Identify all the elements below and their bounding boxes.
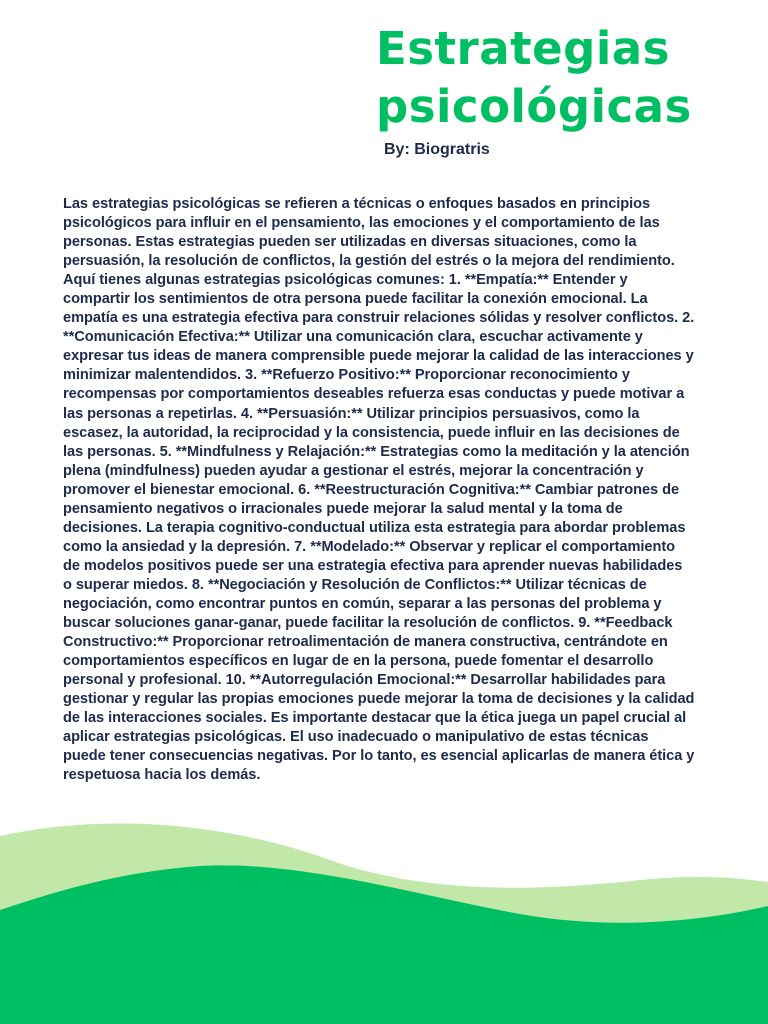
- body-paragraph: Las estrategias psicológicas se refieren a técnicas o enfoques basados en principios psicológicos para influir en el pensamiento, las emociones y el comportamiento de las personas. Estas estrategias pueden ser utilizadas en diversas situaciones, como la persuasión, la resolución de conflictos, la gestión del estrés o la mejora del rendimiento. Aquí tienes algunas estrategias psicológicas comunes: 1. **Empatía:** Entender y compartir los sentimientos de otra persona puede facilitar la conexión emocional. La empatía es una estrategia efectiva para construir relaciones sólidas y resolver conflictos. 2. **Comunicación Efectiva:** Utilizar una comunicación clara, escuchar activamente y expresar tus ideas de manera comprensible puede mejorar la calidad de las interacciones y minimizar malentendidos. 3. **Refuerzo Positivo:** Proporcionar reconocimiento y recompensas por comportamientos deseables refuerza esas conductas y puede motivar a las personas a repetirlas. 4. **Persuasión:** Utilizar principios persuasivos, como la escasez, la autoridad, la reciprocidad y la consistencia, puede influir en las decisiones de las personas. 5. **Mindfulness y Relajación:** Estrategias como la meditación y la atención plena (mindfulness) pueden ayudar a gestionar el estrés, mejorar la concentración y promover el bienestar emocional. 6. **Reestructuración Cognitiva:** Cambiar patrones de pensamiento negativos o irracionales puede mejorar la salud mental y la toma de decisiones. La terapia cognitivo-conductual utiliza esta estrategia para abordar problemas como la ansiedad y la depresión. 7. **Modelado:** Observar y replicar el comportamiento de modelos positivos puede ser una estrategia efectiva para aprender nuevas habilidades o superar miedos. 8. **Negociación y Resolución de Conflictos:** Utilizar técnicas de negociación, como encontrar puntos en común, separar a las personas del problema y buscar soluciones ganar-ganar, puede facilitar la resolución de conflictos. 9. **Feedback Constructivo:** Proporcionar retroalimentación de manera constructiva, centrándote en comportamientos específicos en lugar de en la persona, puede fomentar el desarrollo personal y profesional. 10. **Autorregulación Emocional:** Desarrollar habilidades para gestionar y regular las propias emociones puede mejorar la toma de decisiones y la calidad de las interacciones sociales. Es importante destacar que la ética juega un papel crucial al aplicar estrategias psicológicas. El uso inadecuado o manipulativo de estas técnicas puede tener consecuencias negativas. Por lo tanto, es esencial aplicarlas de manera ética y respetuosa hacia los demás.: [63, 196, 695, 784]
- title-line-2: psicológicas: [376, 80, 692, 133]
- title-line-1: Estrategias: [376, 22, 670, 75]
- document-title: [376, 20, 692, 136]
- author-byline: By: Biogratris: [384, 141, 490, 158]
- decorative-waves: [0, 820, 768, 1024]
